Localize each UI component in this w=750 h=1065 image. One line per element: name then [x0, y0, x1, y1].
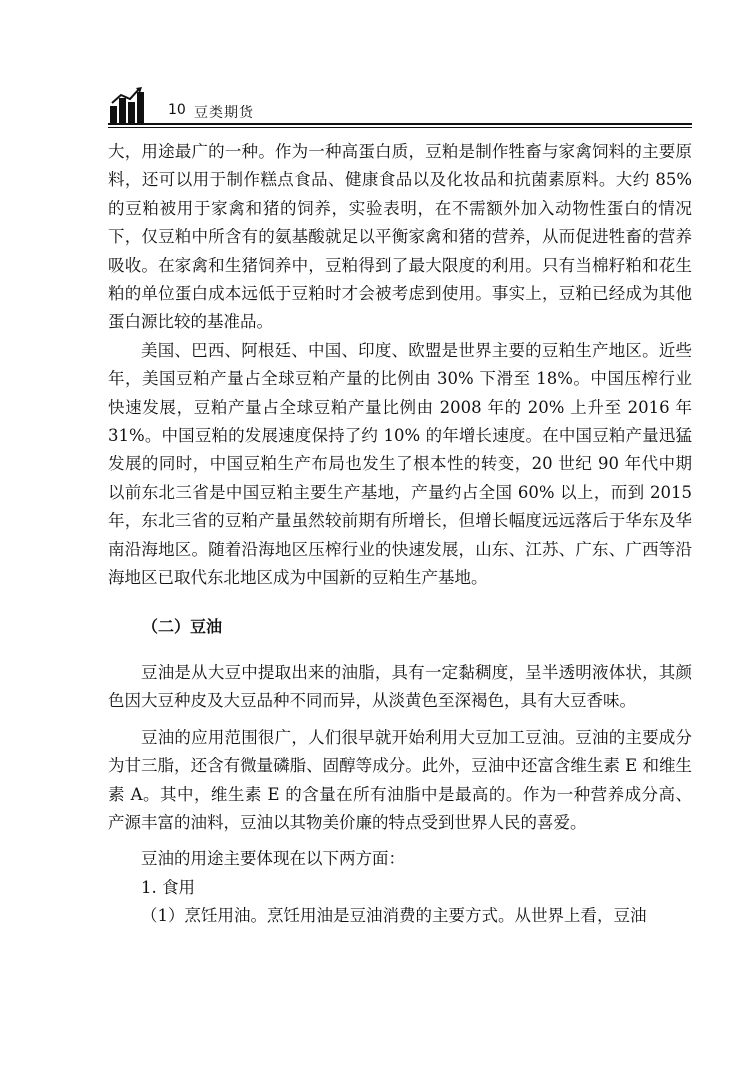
section-heading: （二）豆油: [142, 616, 223, 636]
running-title: 豆类期货: [194, 105, 254, 121]
header-rule-thin: [108, 127, 692, 128]
page-number: 10: [168, 102, 186, 118]
paragraph: 豆油的应用范围很广，人们很早就开始利用大豆加工豆油。豆油的主要成分为甘三脂，还含有微量磷脂、固醇等成分。此外，豆油中还富含维生素 E 和维生素 A。其中，维生素 E 的含量在所有油脂中是最高的。作为一种营养成分高、产源丰富的油料，豆油以其物美价廉的特点受到世界人民的喜爱。: [108, 727, 692, 832]
paragraph: 美国、巴西、阿根廷、中国、印度、欧盟是世界主要的豆粕生产地区。近些年，美国豆粕产量占全球豆粕产量的比例由 30% 下滑至 18%。中国压榨行业快速发展，豆粕产量占全球豆粕产量比例由 2008 年的 20% 上升至 2016 年 31%。中国豆粕的发展速度保持了约 10% 的年增长速度。在中国豆粕产量迅猛发展的同时，中国豆粕生产布局也发生了根本性的转变，20 世纪 90 年代中期以前东北三省是中国豆粕主要生产基地，产量约占全国 60% 以上，而到 2015 年，东北三省的豆粕产量虽然较前期有所增长，但增长幅度远远落后于华东及华南沿海地区。随着沿海地区压榨行业的快速发展，山东、江苏、广东、广西等沿海地区已取代东北地区成为中国新的豆粕生产基地。: [108, 340, 692, 588]
header-rule: [108, 123, 692, 125]
body-text: [108, 138, 692, 931]
list-heading: 1. 食用: [141, 877, 195, 897]
paragraph: （1）烹饪用油。烹饪用油是豆油消费的主要方式。从世界上看，豆油: [141, 906, 647, 926]
paragraph: 豆油是从大豆中提取出来的油脂，具有一定黏稠度，呈半透明液体状，其颜色因大豆种皮及大豆品种不同而异，从淡黄色至深褐色，具有大豆香味。: [108, 662, 692, 711]
page-header: [108, 86, 692, 126]
bar-chart-logo-icon: [108, 86, 150, 124]
paragraph: 大，用途最广的一种。作为一种高蛋白质，豆粕是制作牲畜与家禽饲料的主要原料，还可以用于制作糕点食品、健康食品以及化妆品和抗菌素原料。大约 85% 的豆粕被用于家禽和猪的饲养，实验表明，在不需额外加入动物性蛋白的情况下，仅豆粕中所含有的氨基酸就足以平衡家禽和猪的营养，从而促进牲畜的营养吸收。在家禽和生猪饲养中，豆粕得到了最大限度的利用。只有当棉籽粕和花生粕的单位蛋白成本远低于豆粕时才会被考虑到使用。事实上，豆粕已经成为其他蛋白源比较的基准品。: [108, 142, 692, 332]
paragraph: 豆油的用途主要体现在以下两方面：: [141, 849, 405, 869]
